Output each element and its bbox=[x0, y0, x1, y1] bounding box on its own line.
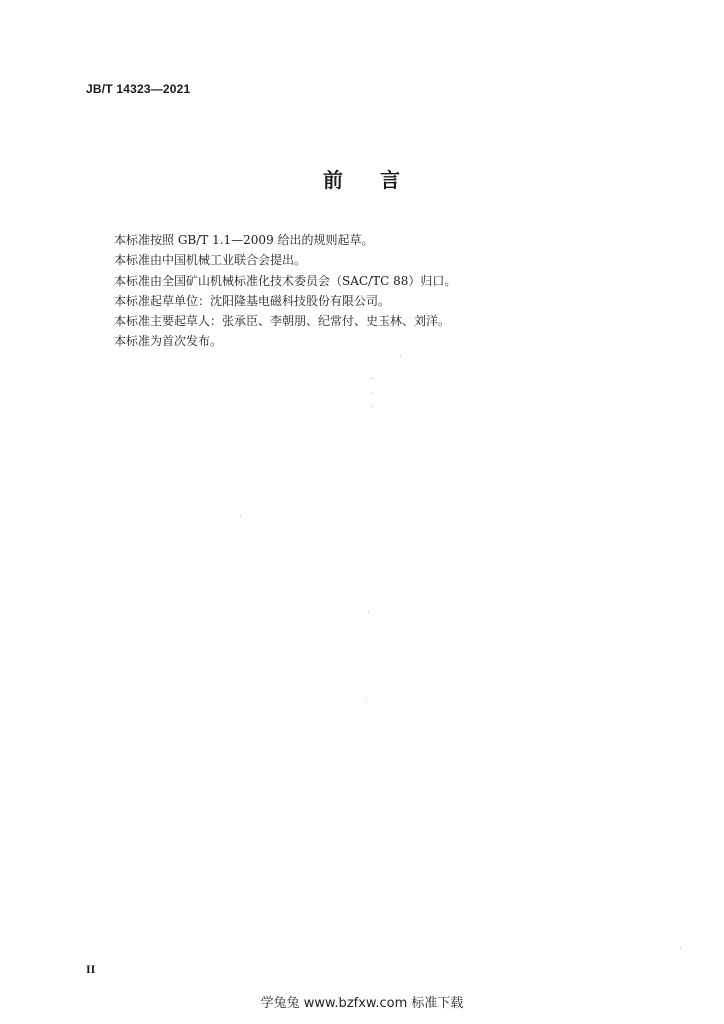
site-watermark: 学兔兔 www.bzfxw.com 标准下载 bbox=[260, 996, 464, 1011]
scan-speck bbox=[366, 702, 367, 703]
paragraph-technical-committee: 本标准由全国矿山机械标准化技术委员会（SAC/TC 88）归口。 bbox=[114, 273, 457, 288]
section-title bbox=[0, 164, 724, 193]
foreword-body bbox=[114, 230, 654, 352]
scan-speck bbox=[680, 948, 681, 949]
scan-speck bbox=[400, 356, 401, 357]
paragraph-main-drafters: 本标准主要起草人：张承臣、李朝朋、纪常付、史玉林、刘洋。 bbox=[114, 314, 451, 329]
section-title-part2: 言 bbox=[380, 168, 401, 192]
paragraph-proposer: 本标准由中国机械工业联合会提出。 bbox=[114, 253, 307, 268]
paragraph-drafting-rules: 本标准按照 GB/T 1.1—2009 给出的规则起草。 bbox=[114, 233, 374, 247]
section-title-part1: 前 bbox=[323, 168, 344, 192]
scan-speck bbox=[372, 406, 373, 407]
paragraph-first-release: 本标准为首次发布。 bbox=[114, 334, 223, 349]
scan-speck bbox=[240, 515, 241, 516]
page-number: II bbox=[86, 962, 96, 976]
scan-speck bbox=[372, 378, 373, 379]
scan-speck bbox=[372, 392, 373, 393]
standard-code: JB/T 14323—2021 bbox=[86, 82, 191, 96]
scan-speck bbox=[368, 612, 369, 613]
paragraph-drafting-organization: 本标准起草单位：沈阳隆基电磁科技股份有限公司。 bbox=[114, 293, 391, 308]
